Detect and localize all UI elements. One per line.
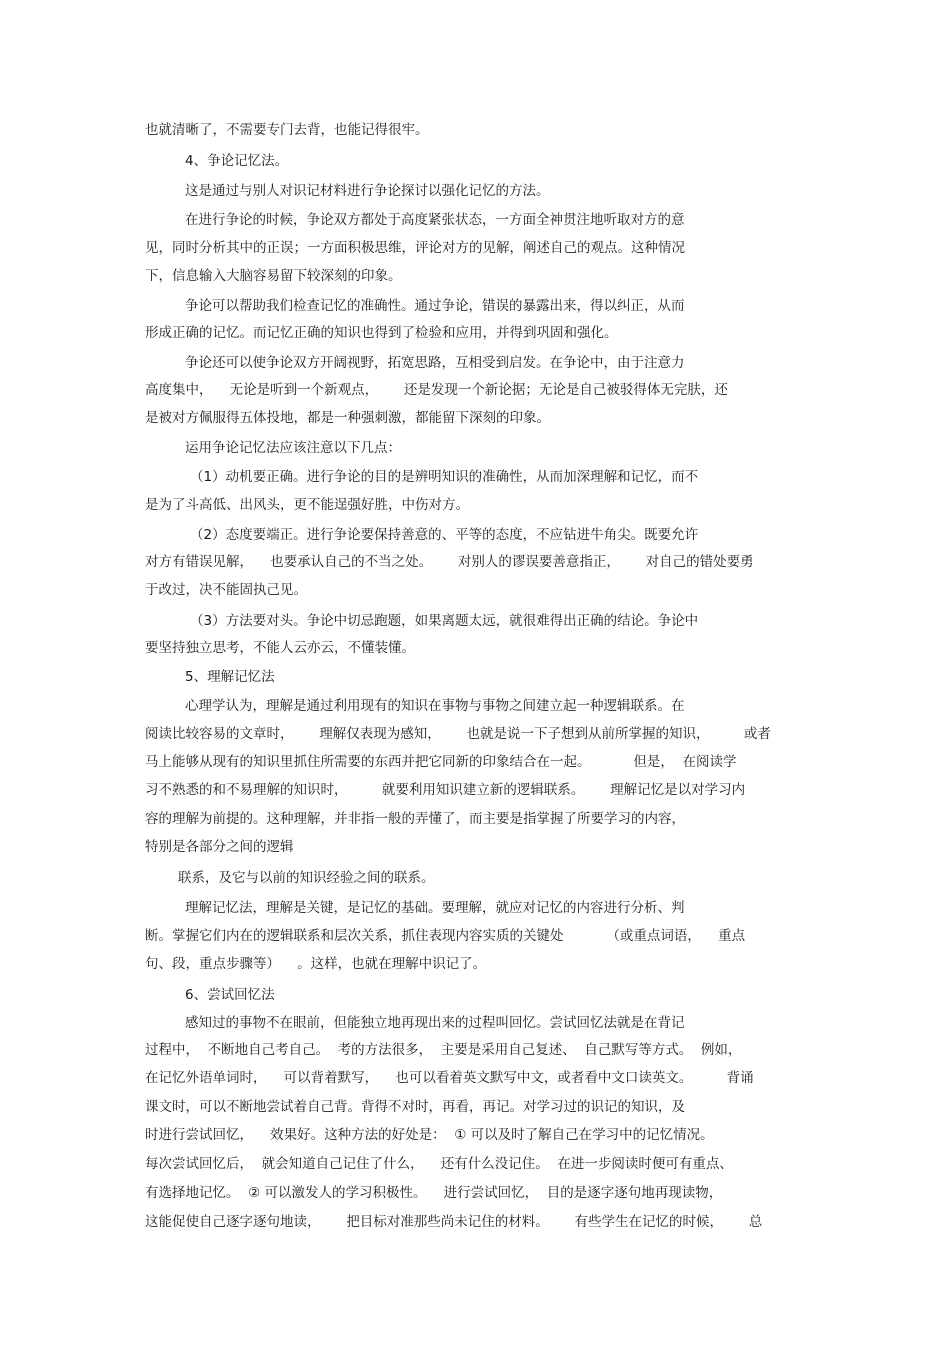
text-line: 对方有错误见解， 也要承认自己的不当之处。 对别人的谬误要善意指正， 对自己的错处要勇: [145, 554, 754, 570]
text-line: 要坚持独立思考，不能人云亦云，不懂装懂。: [145, 640, 415, 656]
text-line: 感知过的事物不在眼前，但能独立地再现出来的过程叫回忆。尝试回忆法就是在背记: [185, 1015, 685, 1031]
text-line: 也就清晰了，不需要专门去背，也能记得很牢。: [145, 122, 429, 138]
text-line: （1）动机要正确。进行争论的目的是辨明知识的准确性，从而加深理解和记忆，而不: [190, 469, 699, 485]
text-line: 在记忆外语单词时， 可以背着默写， 也可以看着英文默写中文，或者看中文口读英文。 背诵: [145, 1070, 754, 1086]
text-line: 下，信息输入大脑容易留下较深刻的印象。: [145, 268, 402, 284]
text-line: 于改过，决不能固执己见。: [145, 582, 307, 598]
section-heading: 4、争论记忆法。: [185, 153, 289, 169]
text-line: 特别是各部分之间的逻辑: [145, 839, 294, 855]
section-heading: 5、理解记忆法: [185, 669, 275, 685]
text-line: 容的理解为前提的。这种理解，并非指一般的弄懂了，而主要是指掌握了所要学习的内容，: [145, 811, 685, 827]
text-line: 这能促使自己逐字逐句地读， 把目标对准那些尚未记住的材料。 有些学生在记忆的时候， 总: [145, 1214, 763, 1230]
text-line: 是为了斗高低、出风头，更不能逞强好胜，中伤对方。: [145, 497, 469, 513]
text-line: 在进行争论的时候，争论双方都处于高度紧张状态，一方面全神贯注地听取对方的意: [185, 212, 685, 228]
text-line: 有选择地记忆。 ② 可以激发人的学习积极性。 进行尝试回忆， 目的是逐字逐句地再现读物，: [145, 1185, 723, 1201]
text-line: 阅读比较容易的文章时， 理解仅表现为感知， 也就是说一下子想到从前所掌握的知识， 或者: [145, 726, 771, 742]
text-line: 运用争论记忆法应该注意以下几点：: [185, 440, 401, 456]
text-line: 争论可以帮助我们检查记忆的准确性。通过争论，错误的暴露出来，得以纠正，从而: [185, 298, 685, 314]
text-line: 断。掌握它们内在的逻辑联系和层次关系，抓住表现内容实质的关键处 （或重点词语， 重点: [145, 928, 746, 944]
text-line: 形成正确的记忆。而记忆正确的知识也得到了检验和应用，并得到巩固和强化。: [145, 325, 618, 341]
text-line: （3）方法要对头。争论中切忌跑题，如果离题太远，就很难得出正确的结论。争论中: [190, 613, 699, 629]
section-heading: 6、尝试回忆法: [185, 987, 275, 1003]
text-line: （2）态度要端正。进行争论要保持善意的、平等的态度，不应钻进牛角尖。既要允许: [190, 527, 699, 543]
text-line: 习不熟悉的和不易理解的知识时， 就要利用知识建立新的逻辑联系。 理解记忆是以对学习内: [145, 782, 746, 798]
text-line: 心理学认为，理解是通过利用现有的知识在事物与事物之间建立起一种逻辑联系。在: [185, 698, 685, 714]
text-line: 争论还可以使争论双方开阔视野，拓宽思路，互相受到启发。在争论中，由于注意力: [185, 355, 685, 371]
text-line: 句、段，重点步骤等） 。这样，也就在理解中识记了。: [145, 956, 487, 972]
text-line: 过程中， 不断地自己考自己。 考的方法很多， 主要是采用自己复述、 自己默写等方式。 例如，: [145, 1042, 742, 1058]
text-line: 马上能够从现有的知识里抓住所需要的东西并把它同新的印象结合在一起。 但是， 在阅读学: [145, 754, 737, 770]
text-line: 理解记忆法，理解是关键，是记忆的基础。要理解，就应对记忆的内容进行分析、判: [185, 900, 685, 916]
text-line: 时进行尝试回忆， 效果好。这种方法的好处是： ① 可以及时了解自己在学习中的记忆情况。: [145, 1127, 714, 1143]
text-line: 课文时，可以不断地尝试着自己背。背得不对时，再看，再记。对学习过的识记的知识，及: [145, 1099, 685, 1115]
text-line: 这是通过与别人对识记材料进行争论探讨以强化记忆的方法。: [185, 183, 550, 199]
text-line: 联系，及它与以前的知识经验之间的联系。: [178, 870, 435, 886]
text-line: 见，同时分析其中的正误；一方面积极思维，评论对方的见解，阐述自己的观点。这种情况: [145, 240, 685, 256]
text-line: 每次尝试回忆后， 就会知道自己记住了什么， 还有什么没记住。 在进一步阅读时便可有重点、: [145, 1156, 733, 1172]
text-line: 是被对方佩服得五体投地，都是一种强刺激，都能留下深刻的印象。: [145, 410, 550, 426]
text-line: 高度集中， 无论是听到一个新观点， 还是发现一个新论据；无论是自己被驳得体无完肤，还: [145, 382, 728, 398]
